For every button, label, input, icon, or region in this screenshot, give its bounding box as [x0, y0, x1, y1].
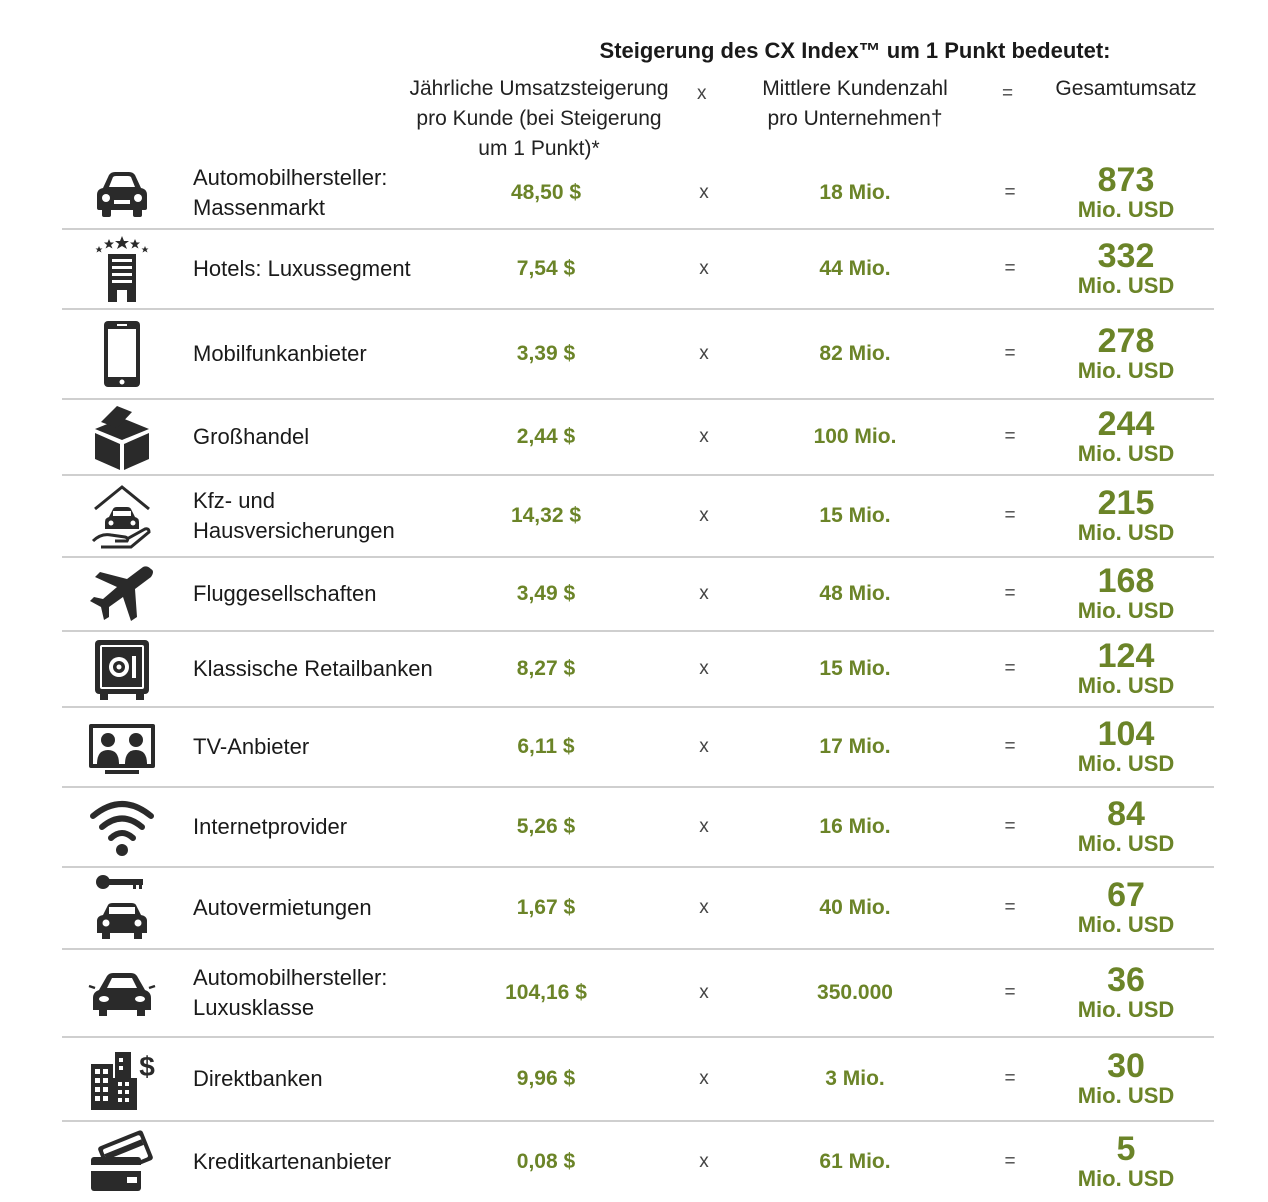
total-revenue	[1056, 239, 1196, 299]
multiply-sign: x	[699, 258, 709, 279]
equals-sign: =	[1004, 182, 1016, 203]
multiply-sign: x	[699, 816, 709, 837]
table-row	[62, 868, 1214, 950]
revenue-per-customer: 3,39 $	[516, 342, 576, 365]
total-revenue	[1056, 163, 1196, 223]
total-revenue	[1056, 1132, 1196, 1192]
industry-name-line: Fluggesellschaften	[193, 581, 377, 606]
total-revenue	[1056, 1049, 1196, 1109]
page-title: Steigerung des CX Index™ um 1 Punkt bedeutet:	[599, 38, 1111, 63]
customer-count: 82 Mio.	[819, 342, 891, 365]
header-customers-line-1: Mittlere Kundenzahl	[762, 77, 948, 100]
multiply-sign: x	[699, 343, 709, 364]
customer-count: 16 Mio.	[819, 815, 891, 838]
multiply-sign: x	[699, 583, 709, 604]
total-value: 124	[1097, 637, 1155, 675]
table-row	[62, 950, 1214, 1038]
equals-sign: =	[1004, 1151, 1016, 1172]
industry-name-line: Kfz- und	[193, 488, 275, 513]
total-revenue	[1056, 486, 1196, 546]
header-revenue-line-1: Jährliche Umsatzsteigerung	[409, 77, 669, 100]
total-value: 84	[1107, 795, 1145, 833]
customer-count: 18 Mio.	[819, 181, 891, 204]
total-revenue	[1056, 878, 1196, 938]
total-revenue	[1056, 717, 1196, 777]
industry-name-line: Autovermietungen	[193, 895, 372, 920]
car-key-icon	[84, 870, 160, 946]
bank-building-icon	[84, 1041, 160, 1117]
table-row	[62, 158, 1214, 230]
multiply-sign: x	[699, 1068, 709, 1089]
table-row	[62, 708, 1214, 788]
header-total: Gesamtumsatz	[1055, 77, 1197, 100]
customer-count: 350.000	[817, 981, 893, 1004]
table-row	[62, 230, 1214, 310]
industry-name-line: TV-Anbieter	[193, 734, 310, 759]
total-unit: Mio. USD	[1077, 997, 1175, 1022]
industry-name-line: Automobilhersteller:	[193, 165, 388, 190]
equals-sign: =	[1004, 583, 1016, 604]
equals-sign: =	[1004, 343, 1016, 364]
table-row	[62, 476, 1214, 558]
revenue-per-customer: 0,08 $	[516, 1150, 576, 1173]
airplane-icon	[84, 556, 160, 632]
header-customers	[740, 74, 970, 134]
total-unit: Mio. USD	[1077, 912, 1175, 937]
industry-name	[193, 893, 372, 923]
equals-sign: =	[1004, 816, 1016, 837]
revenue-per-customer: 6,11 $	[517, 735, 575, 758]
customer-count: 48 Mio.	[819, 582, 891, 605]
total-value: 36	[1107, 961, 1145, 999]
header-equals-sign: =	[1002, 83, 1014, 104]
total-value: 278	[1097, 322, 1155, 360]
customer-count: 15 Mio.	[819, 657, 891, 680]
revenue-per-customer: 48,50 $	[510, 181, 582, 204]
total-revenue	[1056, 564, 1196, 624]
total-unit: Mio. USD	[1077, 441, 1175, 466]
total-unit: Mio. USD	[1077, 751, 1175, 776]
smartphone-icon	[84, 316, 160, 392]
total-value: 67	[1107, 876, 1145, 914]
revenue-per-customer: 3,49 $	[516, 582, 576, 605]
total-revenue	[1056, 963, 1196, 1023]
revenue-per-customer: 2,44 $	[516, 425, 576, 448]
customer-count: 15 Mio.	[819, 504, 891, 527]
industry-name	[193, 486, 395, 546]
total-unit: Mio. USD	[1077, 831, 1175, 856]
equals-sign: =	[1004, 736, 1016, 757]
header-revenue-per-customer	[384, 74, 694, 164]
revenue-per-customer: 7,54 $	[516, 257, 576, 280]
revenue-per-customer: 9,96 $	[516, 1067, 576, 1090]
total-revenue	[1056, 639, 1196, 699]
industry-name	[193, 254, 411, 284]
table-row	[62, 1122, 1214, 1202]
total-unit: Mio. USD	[1077, 520, 1175, 545]
industry-name-line: Hotels: Luxussegment	[193, 256, 411, 281]
multiply-sign: x	[699, 982, 709, 1003]
industry-name	[193, 163, 387, 223]
industry-name-line: Großhandel	[193, 424, 310, 449]
industry-name	[193, 579, 376, 609]
revenue-per-customer: 8,27 $	[516, 657, 576, 680]
industry-name-line: Klassische Retailbanken	[193, 656, 433, 681]
total-revenue	[1056, 407, 1196, 467]
luxury-car-icon	[84, 955, 160, 1031]
header-revenue-line-3: um 1 Punkt)*	[478, 137, 600, 160]
header-customers-line-2: pro Unternehmen†	[767, 107, 943, 130]
industry-name-line: Massenmarkt	[193, 195, 326, 220]
industry-name-line: Hausversicherungen	[193, 518, 395, 543]
total-value: 873	[1097, 161, 1155, 199]
revenue-per-customer: 5,26 $	[516, 815, 576, 838]
customer-count: 44 Mio.	[819, 257, 891, 280]
total-value: 244	[1097, 405, 1155, 443]
industry-name	[193, 1064, 323, 1094]
multiply-sign: x	[699, 426, 709, 447]
credit-card-icon	[84, 1124, 160, 1200]
total-unit: Mio. USD	[1077, 598, 1175, 623]
total-revenue	[1056, 324, 1196, 384]
industry-name-line: Automobilhersteller:	[193, 965, 388, 990]
customer-count: 61 Mio.	[819, 1150, 891, 1173]
industry-name	[193, 732, 309, 762]
total-value: 168	[1097, 562, 1155, 600]
industry-name	[193, 339, 367, 369]
multiply-sign: x	[699, 658, 709, 679]
equals-sign: =	[1004, 982, 1016, 1003]
table-row	[62, 400, 1214, 476]
total-value: 5	[1116, 1130, 1136, 1168]
table-row	[62, 632, 1214, 708]
header-multiply-sign: x	[697, 83, 707, 104]
total-value: 104	[1097, 715, 1155, 753]
table-row	[62, 1038, 1214, 1122]
customer-count: 100 Mio.	[813, 425, 897, 448]
equals-sign: =	[1004, 426, 1016, 447]
customer-count: 17 Mio.	[819, 735, 891, 758]
insurance-icon	[84, 478, 160, 554]
total-revenue	[1056, 797, 1196, 857]
multiply-sign: x	[699, 182, 709, 203]
industry-name	[193, 812, 347, 842]
revenue-per-customer: 14,32 $	[510, 504, 582, 527]
box-icon	[84, 399, 160, 475]
wifi-icon	[84, 789, 160, 865]
total-value: 215	[1097, 484, 1155, 522]
multiply-sign: x	[699, 736, 709, 757]
tv-icon	[84, 709, 160, 785]
industry-name-line: Luxusklasse	[193, 995, 315, 1020]
table-row	[62, 310, 1214, 400]
total-unit: Mio. USD	[1077, 197, 1175, 222]
industry-name-line: Mobilfunkanbieter	[193, 341, 367, 366]
industry-name	[193, 963, 387, 1023]
multiply-sign: x	[699, 1151, 709, 1172]
total-unit: Mio. USD	[1077, 273, 1175, 298]
table-row	[62, 558, 1214, 632]
total-unit: Mio. USD	[1077, 1083, 1175, 1108]
total-unit: Mio. USD	[1077, 1166, 1175, 1191]
equals-sign: =	[1004, 258, 1016, 279]
table-row	[62, 788, 1214, 868]
industry-name-line: Direktbanken	[193, 1066, 323, 1091]
industry-name	[193, 654, 433, 684]
revenue-per-customer: 104,16 $	[505, 981, 587, 1004]
industry-table	[62, 158, 1214, 1202]
industry-name	[193, 422, 309, 452]
customer-count: 40 Mio.	[819, 896, 891, 919]
equals-sign: =	[1004, 658, 1016, 679]
total-value: 30	[1107, 1047, 1145, 1085]
safe-icon	[84, 631, 160, 707]
car-icon	[84, 155, 160, 231]
multiply-sign: x	[699, 505, 709, 526]
industry-name-line: Kreditkartenanbieter	[193, 1149, 392, 1174]
multiply-sign: x	[699, 897, 709, 918]
hotel-icon	[84, 231, 160, 307]
total-unit: Mio. USD	[1077, 673, 1175, 698]
equals-sign: =	[1004, 505, 1016, 526]
header-revenue-line-2: pro Kunde (bei Steigerung	[416, 107, 662, 130]
total-value: 332	[1097, 237, 1155, 275]
equals-sign: =	[1004, 1068, 1016, 1089]
total-unit: Mio. USD	[1077, 358, 1175, 383]
industry-name-line: Internetprovider	[193, 814, 348, 839]
revenue-per-customer: 1,67 $	[516, 896, 576, 919]
industry-name	[193, 1147, 391, 1177]
equals-sign: =	[1004, 897, 1016, 918]
customer-count: 3 Mio.	[825, 1067, 885, 1090]
